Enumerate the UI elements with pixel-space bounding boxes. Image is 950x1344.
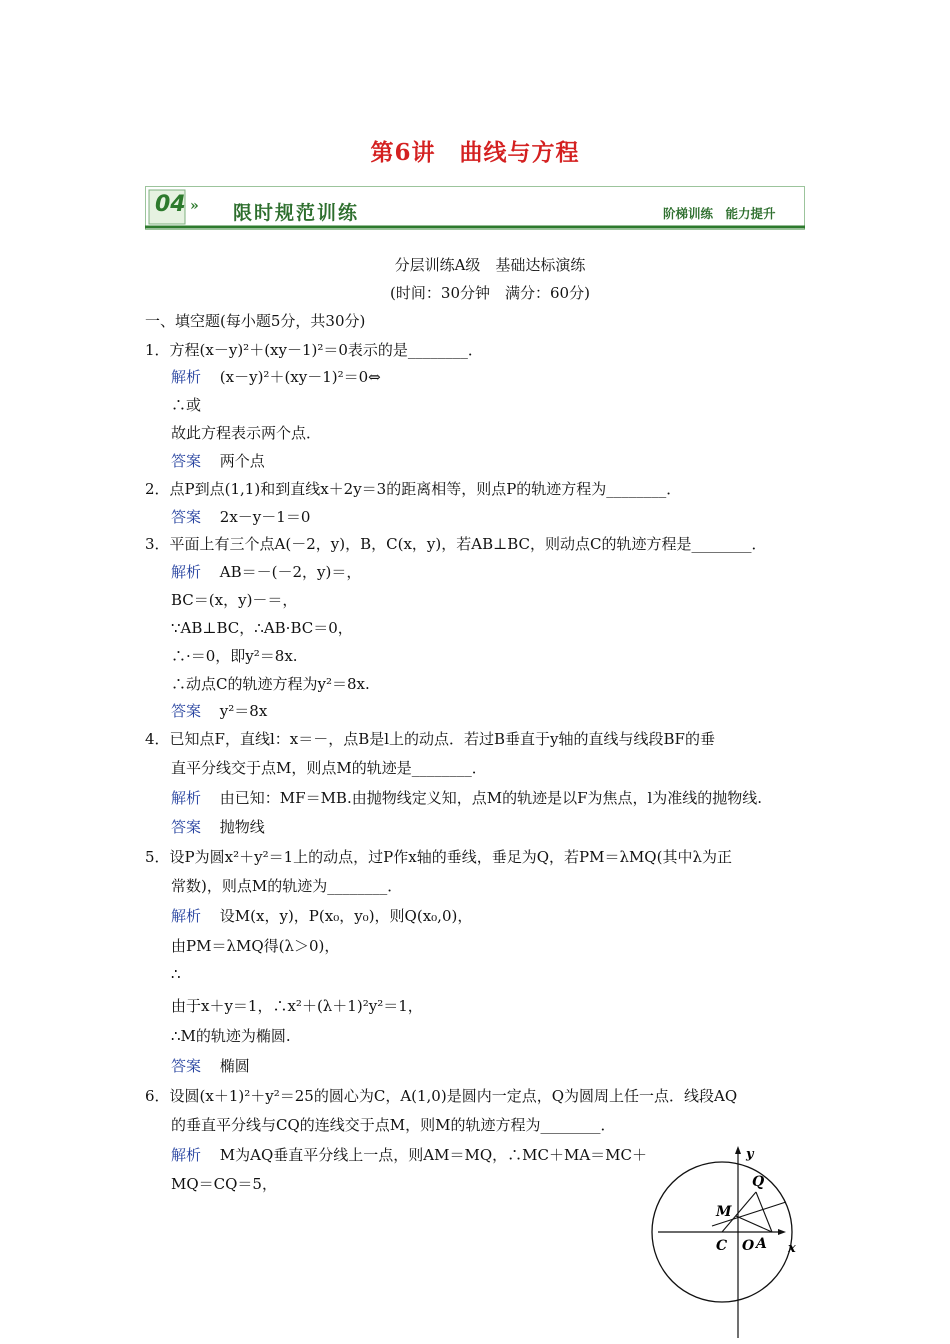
- q4-analysis: [171, 787, 762, 808]
- page-title: 第6讲 曲线与方程: [370, 139, 580, 166]
- section-heading: 一、填空题(每小题5分，共30分): [145, 312, 366, 330]
- q1-answer: [171, 450, 265, 471]
- q5-analysis-line4: 由于x＋y＝1，∴x²＋(λ＋1)²y²＝1，: [171, 997, 423, 1015]
- q5-analysis-text: 设M(x，y)，P(x₀，y₀)，则Q(x₀,0)，: [219, 907, 473, 925]
- question-5-line2: 常数)，则点M的轨迹为________．: [171, 877, 403, 895]
- banner-heading: 限时规范训练: [233, 202, 360, 224]
- answer-label: 答案: [171, 702, 202, 720]
- ellipse-figure: [650, 1140, 810, 1340]
- point-m-label: M: [716, 1204, 732, 1220]
- point-c-label: C: [716, 1238, 728, 1254]
- banner-number: 04: [155, 192, 186, 217]
- q6-analysis: [171, 1144, 647, 1165]
- question-6-line1: 6．设圆(x＋1)²＋y²＝25的圆心为C，A(1,0)是圆内一定点，Q为圆周上任一点．线段AQ: [145, 1087, 738, 1105]
- point-a-label: A: [756, 1236, 767, 1252]
- level-subtitle: 分层训练A级 基础达标演练: [394, 256, 586, 274]
- question-1: 1．方程(x－y)²＋(xy－1)²＝0表示的是________．: [145, 341, 483, 359]
- q5-analysis-line2: 由PM＝λMQ得(λ＞0)，: [171, 937, 340, 955]
- q1-analysis: [171, 366, 381, 387]
- q4-analysis-text: 由已知：MF＝MB.由抛物线定义知，点M的轨迹是以F为焦点，l为准线的抛物线.: [219, 789, 763, 807]
- q3-analysis-text: AB＝－(－2，y)＝，: [219, 563, 362, 581]
- answer-label: 答案: [171, 452, 202, 470]
- question-4-line1: 4．已知点F，直线l：x＝－，点B是l上的动点．若过B垂直于y轴的直线与线段BF的垂: [145, 730, 715, 748]
- banner-subheading: 阶梯训练 能力提升: [663, 206, 776, 221]
- q5-analysis: [171, 905, 472, 926]
- q4-answer: [171, 816, 265, 837]
- q2-answer-text: 2x－y－1＝0: [219, 508, 311, 526]
- q5-analysis-line5: ∴M的轨迹为椭圆.: [171, 1027, 291, 1045]
- answer-label: 答案: [171, 818, 202, 836]
- q3-analysis-line2: BC＝(x，y)－＝，: [171, 591, 298, 609]
- analysis-label: 解析: [171, 907, 202, 925]
- q4-answer-text: 抛物线: [219, 818, 265, 836]
- question-2: 2．点P到点(1,1)和到直线x＋2y＝3的距离相等，则点P的轨迹方程为________．: [145, 480, 682, 498]
- analysis-label: 解析: [171, 1146, 202, 1164]
- q5-answer: [171, 1055, 250, 1076]
- time-info: (时间：30分钟 满分：60分): [390, 284, 590, 302]
- question-4-line2: 直平分线交于点M，则点M的轨迹是________．: [171, 759, 487, 777]
- analysis-label: 解析: [171, 563, 202, 581]
- y-axis-arrow-icon: [735, 1146, 741, 1154]
- q3-analysis: [171, 561, 361, 582]
- q1-analysis-line2: ∴或: [171, 396, 202, 414]
- q5-answer-text: 椭圆: [219, 1057, 250, 1075]
- y-axis-label: y: [746, 1147, 754, 1162]
- analysis-label: 解析: [171, 368, 202, 386]
- q3-answer: [171, 700, 267, 721]
- question-6-line2: 的垂直平分线与CQ的连线交于点M，则M的轨迹方程为________．: [171, 1116, 616, 1134]
- q1-analysis-line3: 故此方程表示两个点．: [171, 424, 322, 442]
- banner-arrow-icon: »: [190, 198, 199, 214]
- question-5-line1: 5．设P为圆x²＋y²＝1上的动点，过P作x轴的垂线，垂足为Q，若PM＝λMQ(其中λ为正: [145, 848, 732, 866]
- q3-analysis-line3: ∵AB⊥BC，∴AB·BC＝0，: [171, 619, 353, 637]
- q1-answer-text: 两个点: [219, 452, 265, 470]
- q6-analysis-line2: MQ＝CQ＝5，: [171, 1175, 277, 1193]
- answer-label: 答案: [171, 1057, 202, 1075]
- q1-analysis-text: (x－y)²＋(xy－1)²＝0⇔: [219, 368, 381, 386]
- q2-answer: [171, 506, 310, 527]
- q3-analysis-line5: ∴动点C的轨迹方程为y²＝8x.: [171, 675, 370, 693]
- point-q-label: Q: [752, 1174, 765, 1190]
- analysis-label: 解析: [171, 789, 202, 807]
- question-3: 3．平面上有三个点A(－2，y)，B，C(x，y)，若AB⊥BC，则动点C的轨迹方程是________．: [145, 535, 767, 553]
- q3-analysis-line4: ∴·＝0，即y²＝8x.: [171, 647, 298, 665]
- point-o-label: O: [742, 1238, 755, 1254]
- x-axis-arrow-icon: [778, 1229, 786, 1235]
- q3-answer-text: y²＝8x: [219, 702, 268, 720]
- answer-label: 答案: [171, 508, 202, 526]
- q5-analysis-line3: ∴: [171, 965, 181, 983]
- x-axis-label: x: [788, 1241, 796, 1256]
- q6-analysis-text: M为AQ垂直平分线上一点，则AM＝MQ，∴MC＋MA＝MC＋: [219, 1146, 647, 1164]
- section-banner: [145, 186, 805, 230]
